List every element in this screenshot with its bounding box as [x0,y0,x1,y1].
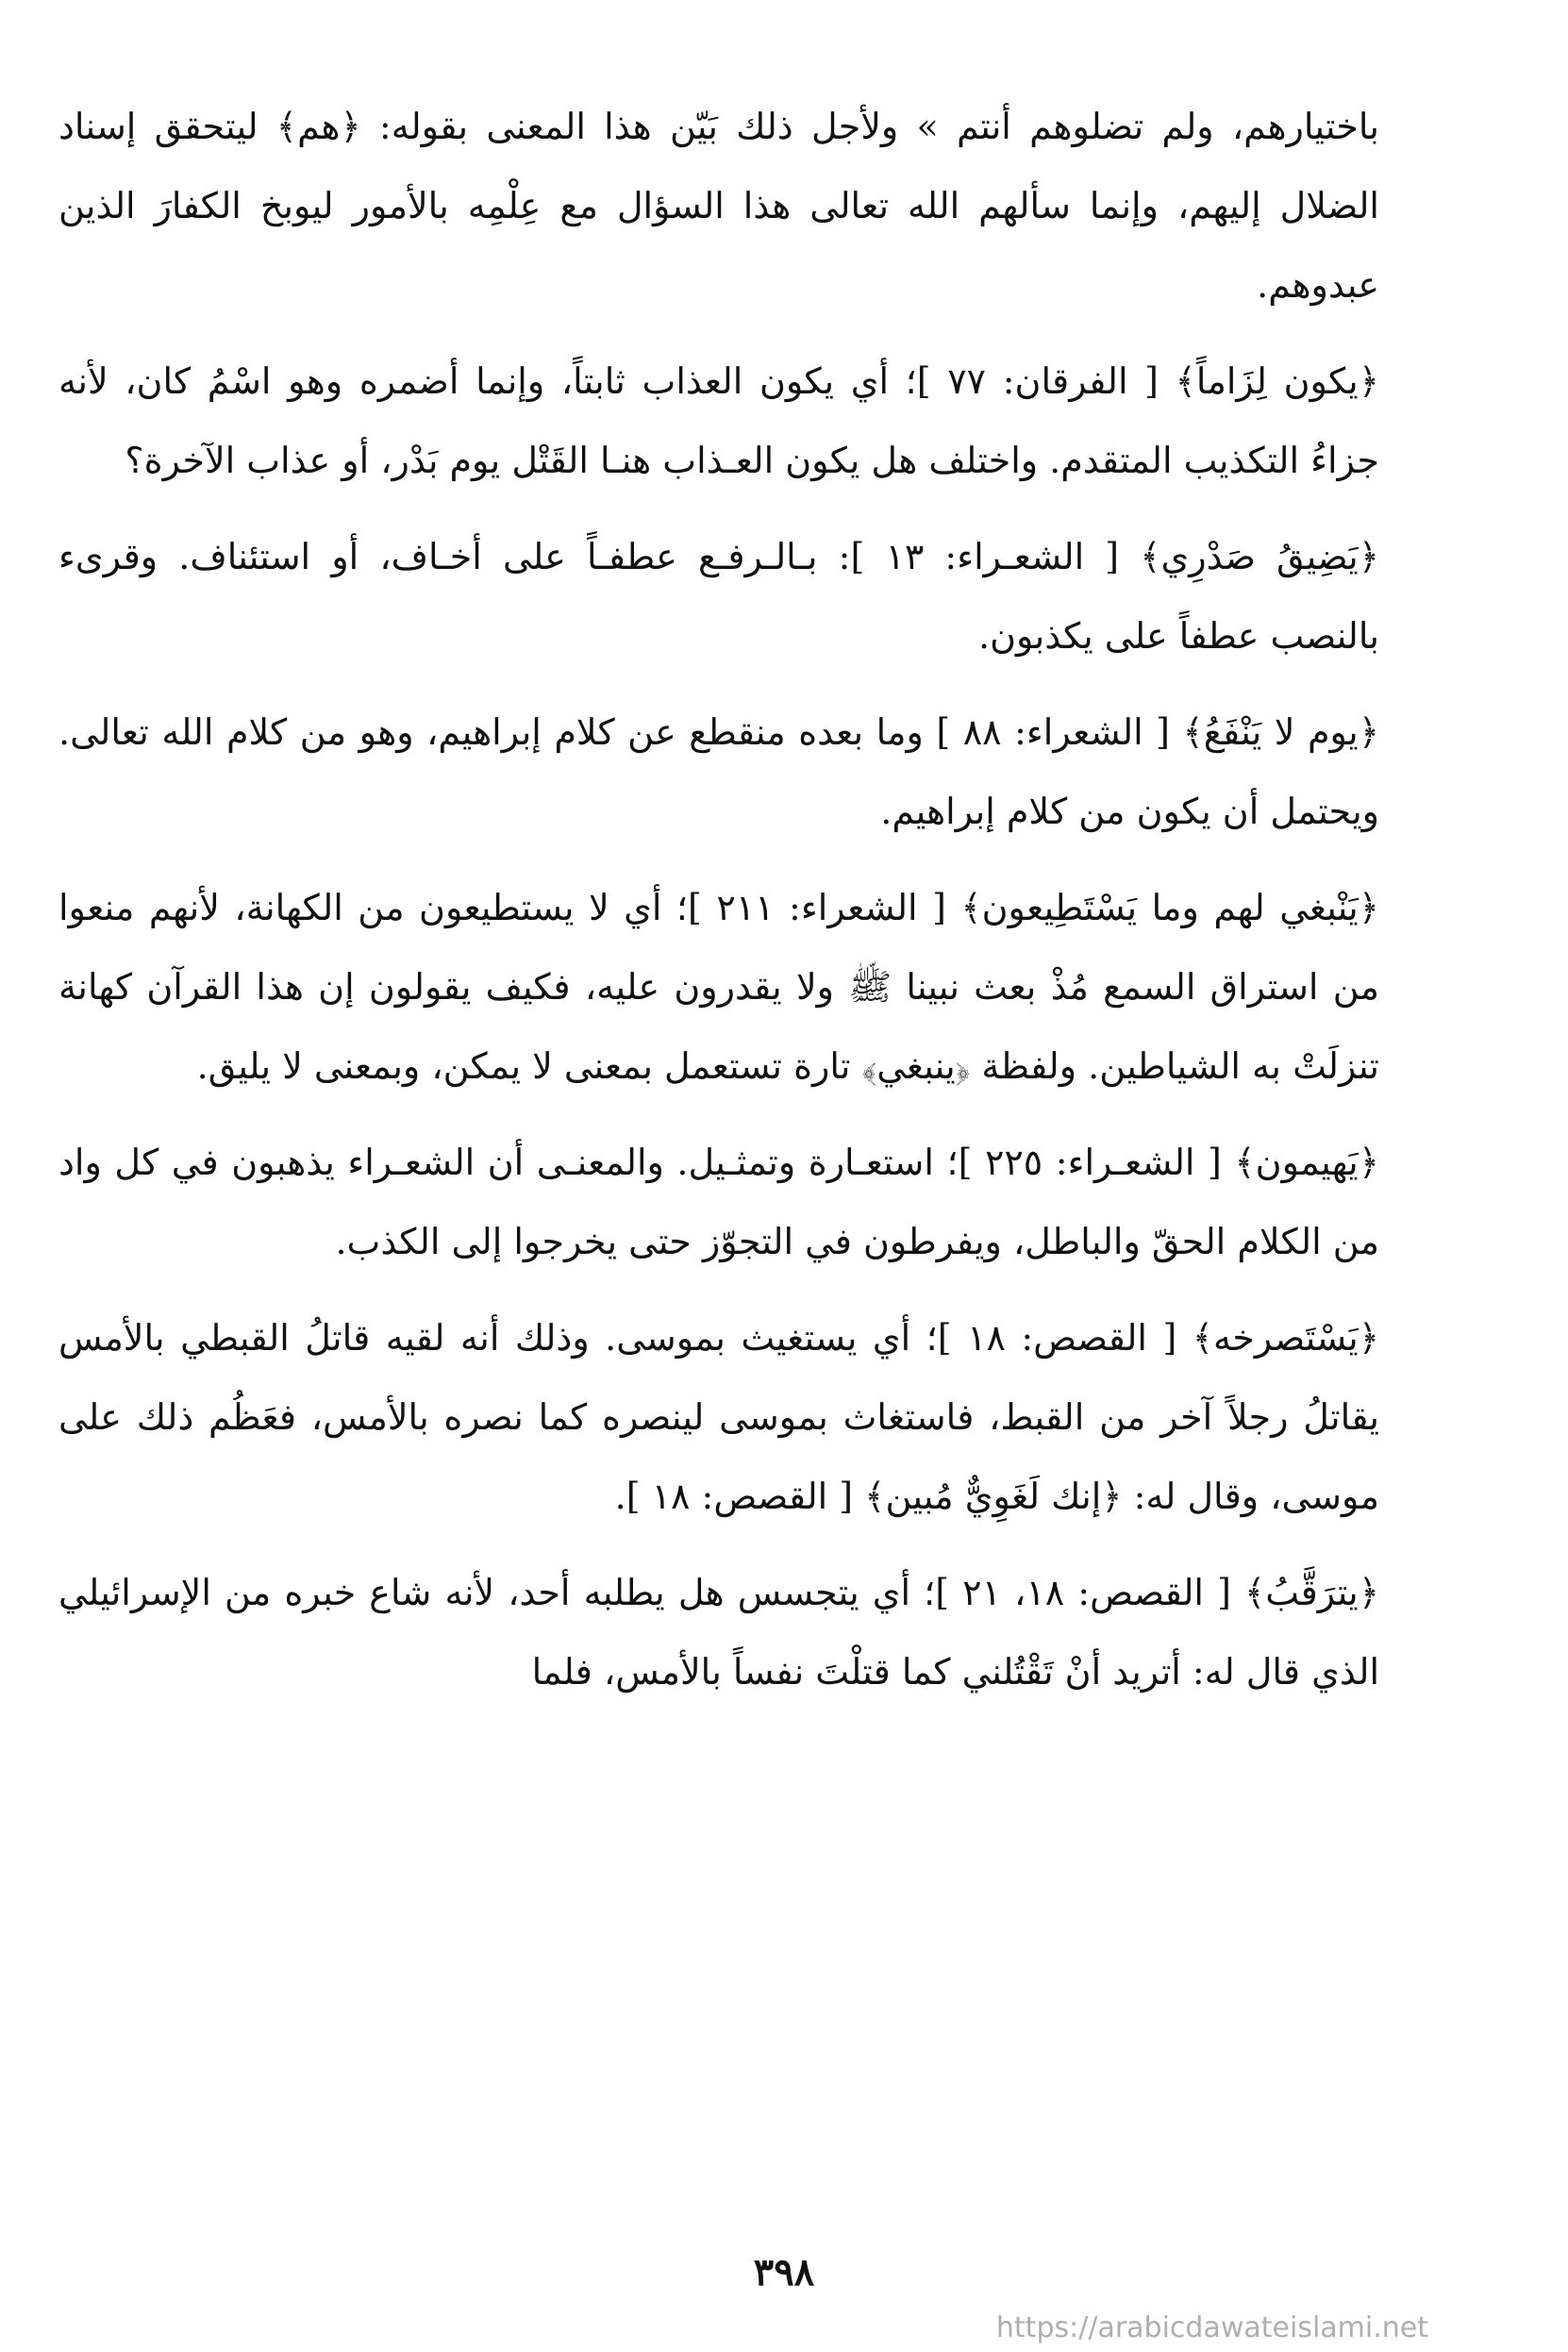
paragraph-yastasrikhuh: ﴿يَسْتَصرخه﴾ [ القصص: ١٨ ]؛ أي يستغيث بموسى. وذلك أنه لقيه قاتلُ القبطي بالأمس يقاتلُ رجلاً آخر من القبط، فاستغاث بموسى لينصره كما نصره بالأمس، فعَظُم ذلك على موسى، وقال له: ﴿إنك لَغَوِيٌّ مُبين﴾ [ القصص: ١٨ ]. [58,1317,1379,1517]
paragraph-yataraqqab: ﴿يترَقَّبُ﴾ [ القصص: ١٨، ٢١ ]؛ أي يتجسس هل يطلبه أحد، لأنه شاع خبره من الإسرائيلي الذي قال له: أتريد أنْ تَقْتُلني كما قتلْتَ نفساً بالأمس، فلما [58,1572,1380,1693]
paragraph-yahimun: ﴿يَهيمون﴾ [ الشعـراء: ٢٢٥ ]؛ استعـارة وتمثـيل. والمعنـى أن الشعـراء يذهبون في كل واد من الكلام الحقّ والباطل، ويفرطون في التجوّز حتى يخرجوا إلى الكذب. [58,1142,1380,1262]
paragraph-yanbaghi: ﴿يَنْبغي لهم وما يَسْتَطِيعون﴾ [ الشعراء: ٢١١ ]؛ أي لا يستطيعون من الكهانة، لأنهم منعوا من استراق السمع مُذْ بعث نبينا ﷺ ولا يقدرون عليه، فكيف يقولون إن هذا القرآن كهانة تنزلَتْ به الشياطين. ولفظة ﴿ينبغي﴾ تارة تستعمل بمعنى لا يمكن، وبمعنى لا يليق. [58,887,1379,1087]
paragraph-yawm-la-yanfau: ﴿يوم لا يَنْفَعُ﴾ [ الشعراء: ٨٨ ] وما بعده منقطع عن كلام إبراهيم، وهو من كلام الله تعالى. ويحتمل أن يكون من كلام إبراهيم. [58,711,1380,832]
watermark-url: https://arabicdawateislami.net [995,2311,1428,2344]
paragraph-yadiqu-sadri: ﴿يَضِيقُ صَدْرِي﴾ [ الشعـراء: ١٣ ]: بـالـرفـع عطفـاً على أخـاف، أو استئناف. وقرىء بالنصب عطفاً على يكذبون. [58,536,1379,657]
page-number: ٣٩٨ [753,2250,815,2294]
paragraph-continuation: باختيارهم، ولم تضلوهم أنتم » ولأجل ذلك بَيّن هذا المعنى بقوله: ﴿هم﴾ ليتحقق إسناد الضلال إليهم، وإنما سألهم الله تعالى هذا السؤال مع عِلْمِه بالأمور ليوبخ الكفارَ الذين عبدوهم. [58,106,1379,306]
paragraph-yakun-lizama: ﴿يكون لِزَاماً﴾ [ الفرقان: ٧٧ ]؛ أي يكون العذاب ثابتاً، وإنما أضمره وهو اسْمُ كان، لأنه جزاءُ التكذيب المتقدم. واختلف هل يكون العـذاب هنـا القَتْل يوم بَدْر، أو عذاب الآخرة؟ [58,360,1379,481]
body-text [58,87,1379,1728]
